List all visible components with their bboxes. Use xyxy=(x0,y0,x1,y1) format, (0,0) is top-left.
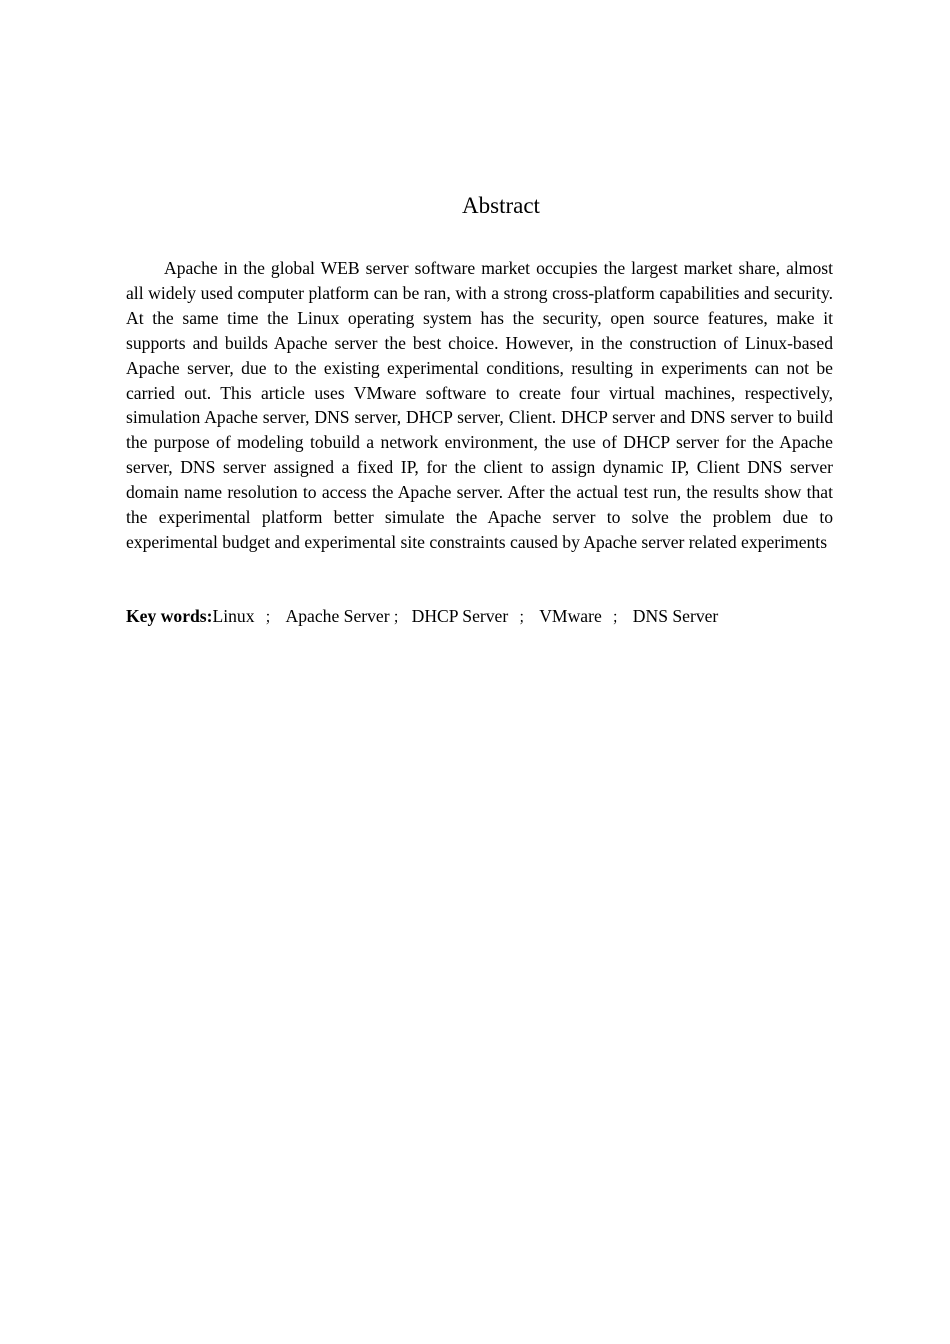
keywords-line xyxy=(126,604,833,631)
abstract-title: Abstract xyxy=(462,193,540,218)
keyword-item: Linux xyxy=(212,606,255,626)
keyword-item: VMware xyxy=(539,606,602,626)
keyword-item: Apache Server xyxy=(285,606,390,626)
keyword-separator: ； xyxy=(392,610,408,626)
keyword-separator: ； xyxy=(518,610,534,626)
keyword-separator: ； xyxy=(264,610,280,626)
keyword-item: DHCP Server xyxy=(411,606,509,626)
keywords-label: Key words: xyxy=(126,606,213,626)
keyword-item: DNS Server xyxy=(632,606,719,626)
abstract-paragraph: Apache in the global WEB server software market occupies the largest market share, almost all widely used computer platform can be ran, with a strong cross-platform capabilities and security. At the same time the Linux operating system has the security, open source features, make it supports and builds Apache server the best choice. However, in the construction of Linux-based Apache server, due to the existing experimental conditions, resulting in experiments can not be carried out. This article uses VMware software to create four virtual machines, respectively, simulation Apache server, DNS server, DHCP server, Client. DHCP server and DNS server to build the purpose of modeling tobuild a network environment, the use of DHCP server for the Apache server, DNS server assigned a fixed IP, for the client to assign dynamic IP, Client DNS server domain name resolution to access the Apache server. After the actual test run, the results show that the experimental platform better simulate the Apache server to solve the problem due to experimental budget and experimental site constraints caused by Apache server related experiments xyxy=(126,258,833,552)
keyword-separator: ； xyxy=(611,610,627,626)
